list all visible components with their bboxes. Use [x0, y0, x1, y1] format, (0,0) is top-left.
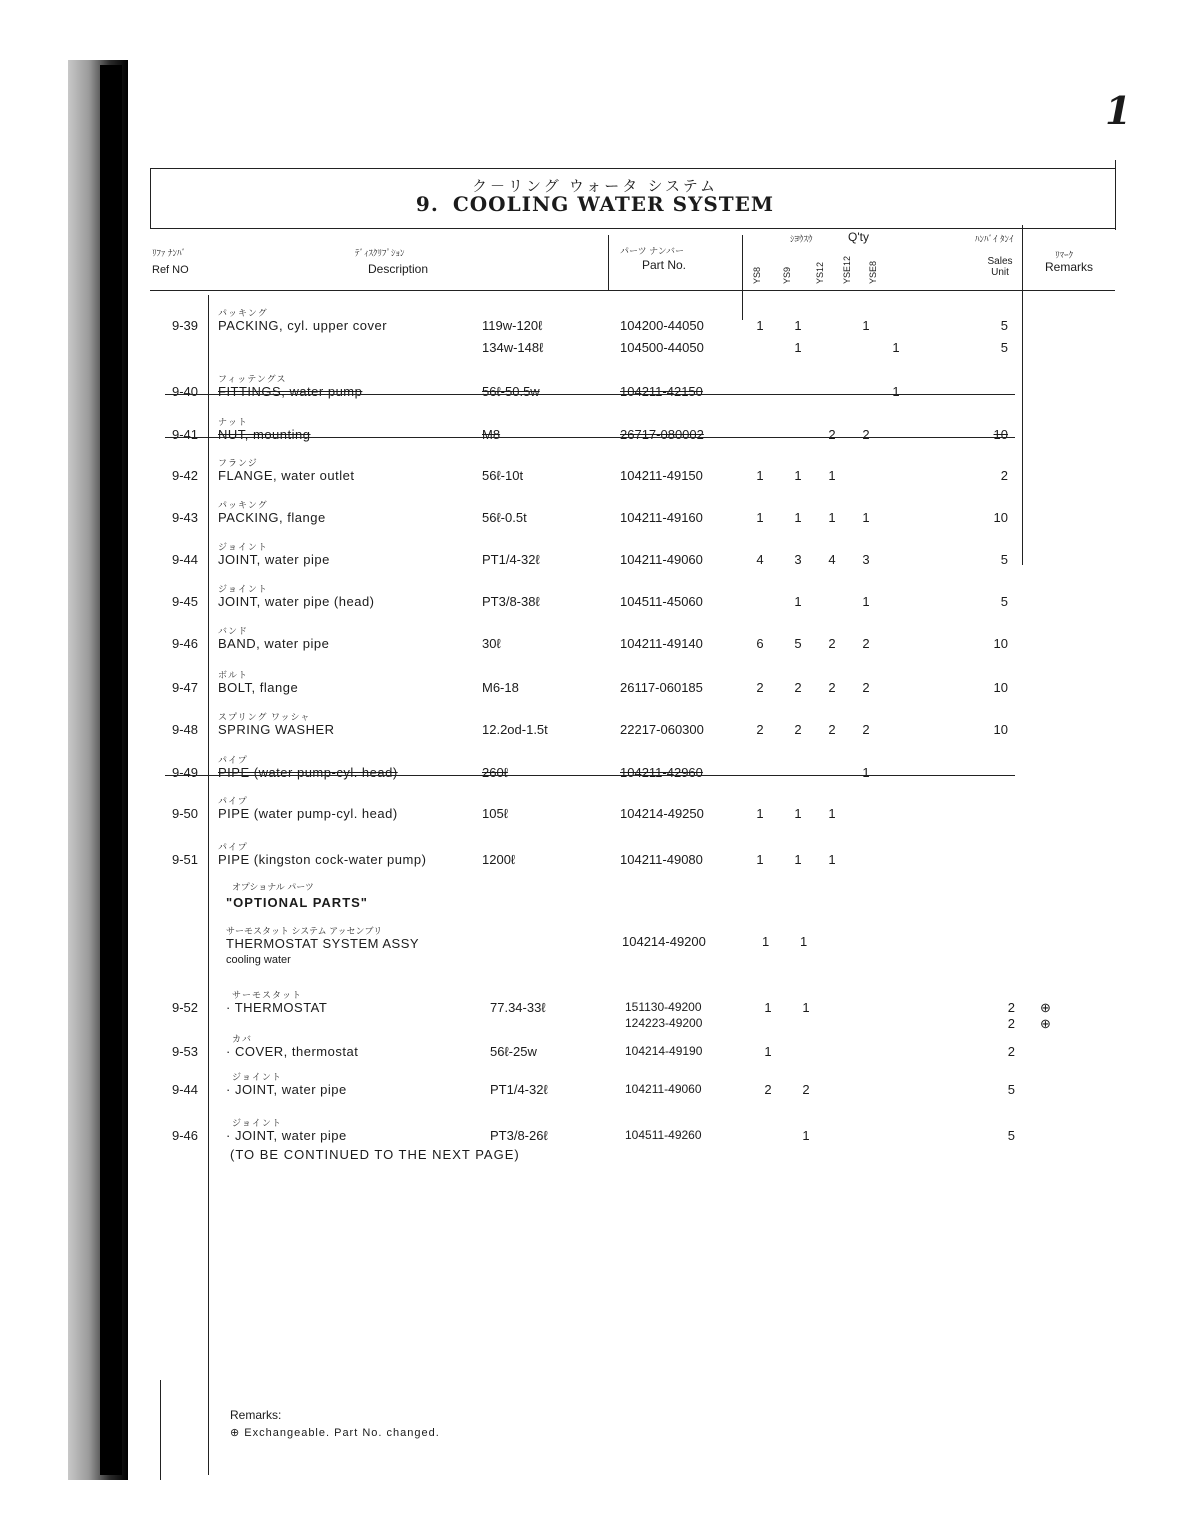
- qty-cell: 2: [828, 722, 836, 737]
- qty-cell: 1: [794, 340, 802, 355]
- qty-cell: 1: [794, 318, 802, 333]
- optional-parts-jp: オプショナル パーツ: [232, 882, 314, 892]
- part-no: 104214-49250: [620, 806, 704, 821]
- optional-row: [0, 1034, 1190, 1064]
- desc-jp: フランジ: [218, 458, 258, 468]
- table-row: [0, 584, 1190, 614]
- qty-column-line: [742, 235, 743, 320]
- part-no: 104211-42960: [620, 765, 703, 780]
- qty-cell: 1: [862, 765, 870, 780]
- desc-jp: ジョイント: [218, 542, 268, 552]
- desc-jp: パイプ: [218, 755, 248, 765]
- strike-line: [165, 394, 1015, 395]
- desc-jp: サーモスタット: [232, 990, 303, 1000]
- ref-no: 9-52: [171, 1000, 198, 1015]
- qty-cell: 1: [828, 852, 836, 867]
- ref-no: 9-42: [171, 468, 198, 483]
- qty-cell: 1: [794, 806, 802, 821]
- assy-subtitle: cooling water: [226, 954, 291, 966]
- ref-no: 9-39: [171, 318, 198, 333]
- sales-unit: 5: [1000, 552, 1008, 567]
- table-row: [0, 755, 1190, 785]
- description: · THERMOSTAT: [226, 1000, 328, 1015]
- part-no: 151130-49200: [625, 1000, 702, 1014]
- qty-cell: 4: [828, 552, 836, 567]
- optional-row: [0, 1118, 1190, 1148]
- qty-cell: 2: [828, 636, 836, 651]
- qty-cell: 5: [794, 636, 802, 651]
- qty-cell: 2: [828, 680, 836, 695]
- qty-cell: 4: [756, 552, 764, 567]
- sales-unit: 2: [1007, 1044, 1015, 1059]
- frame-left-lower-line: [160, 1380, 161, 1480]
- header-ref-jp: ﾘﾌｧ ﾅﾝﾊﾞ: [152, 248, 187, 258]
- part-no: 104211-49080: [620, 852, 703, 867]
- qty-cell: 1: [802, 1128, 810, 1143]
- qty-cell: 1: [756, 852, 764, 867]
- part-no: 104211-49060: [620, 552, 703, 567]
- spec: 134w-148ℓ: [482, 340, 544, 355]
- part-no-2: 124223-49200: [625, 1016, 703, 1030]
- table-row: [0, 670, 1190, 700]
- part-no: 104211-49140: [620, 636, 703, 651]
- desc-jp: スプリング ワッシャ: [218, 712, 311, 722]
- model-header: YS9: [782, 266, 792, 284]
- page-title: [0, 192, 1190, 216]
- remark-mark-2: ⊕: [1040, 1016, 1051, 1031]
- sales-unit: 10: [993, 722, 1008, 737]
- sales-unit: 2: [1000, 468, 1008, 483]
- qty-cell: 1: [794, 594, 802, 609]
- ref-no: 9-44: [171, 1082, 198, 1097]
- qty-cell: 2: [756, 722, 764, 737]
- qty-cell: 2: [862, 427, 870, 442]
- desc-jp: ナット: [218, 417, 248, 427]
- header-ref-no: Ref NO: [152, 264, 189, 276]
- qty-cell: 3: [794, 552, 802, 567]
- qty-cell: 1: [794, 510, 802, 525]
- title-divider: [150, 228, 1115, 229]
- ref-no: 9-46: [171, 636, 198, 651]
- sales-unit: 5: [1000, 318, 1008, 333]
- strike-line: [165, 437, 1015, 438]
- qty-cell: 1: [892, 340, 900, 355]
- remarks-footer-note: ⊕ Exchangeable. Part No. changed.: [230, 1427, 440, 1439]
- ref-no: 9-47: [171, 680, 198, 695]
- qty-cell: 1: [862, 510, 870, 525]
- qty-cell: 2: [794, 722, 802, 737]
- ref-no: 9-45: [171, 594, 198, 609]
- qty-cell: 2: [828, 427, 836, 442]
- qty-cell: 2: [862, 722, 870, 737]
- qty-cell: 1: [828, 510, 836, 525]
- assy-part-no: 104214-49200: [622, 934, 706, 949]
- sales-unit: 5: [1007, 1128, 1015, 1143]
- header-remarks: Remarks: [1045, 260, 1094, 274]
- qty-cell: 1: [756, 318, 764, 333]
- sales-unit: 5: [1007, 1082, 1015, 1097]
- qty-cell: 1: [764, 1000, 772, 1015]
- qty-cell: 1: [756, 806, 764, 821]
- description: FLANGE, water outlet: [218, 468, 355, 483]
- spec: PT3/8-38ℓ: [482, 594, 540, 609]
- header-part-jp: パーツ ナンバー: [620, 246, 685, 256]
- header-desc-jp: ﾃﾞｨｽｸﾘﾌﾟｼｮﾝ: [355, 248, 405, 258]
- sales-unit: 10: [993, 427, 1008, 442]
- description: NUT, mounting: [218, 427, 311, 442]
- qty-cell: 2: [756, 680, 764, 695]
- continued-note: (TO BE CONTINUED TO THE NEXT PAGE): [230, 1147, 520, 1162]
- description: BAND, water pipe: [218, 636, 330, 651]
- header-qty: Q'ty: [848, 230, 869, 244]
- desc-jp: フィッテングス: [218, 374, 287, 384]
- spec: 56ℓ-10t: [482, 468, 524, 483]
- sales-unit: 2: [1007, 1000, 1015, 1015]
- table-row: [0, 626, 1190, 656]
- description: · JOINT, water pipe: [226, 1082, 347, 1097]
- header-description: Description: [368, 262, 429, 276]
- description: · JOINT, water pipe: [226, 1128, 347, 1143]
- ref-no: 9-49: [171, 765, 198, 780]
- ref-no: 9-53: [171, 1044, 198, 1059]
- spec: 119w-120ℓ: [482, 318, 543, 333]
- qty-cell: 2: [862, 636, 870, 651]
- sales-unit: 5: [1000, 340, 1008, 355]
- title-japanese: ク－リング ウォータ システム: [472, 178, 718, 195]
- desc-jp: パッキング: [218, 308, 268, 318]
- table-row: [0, 308, 1190, 338]
- qty-cell: 1: [794, 468, 802, 483]
- spec: 56ℓ-0.5t: [482, 510, 527, 525]
- table-row: [0, 500, 1190, 530]
- part-column-line: [608, 235, 609, 290]
- part-no: 104500-44050: [620, 340, 704, 355]
- table-row: [0, 417, 1190, 447]
- desc-jp: ジョイント: [232, 1118, 282, 1128]
- description: PACKING, flange: [218, 510, 326, 525]
- qty-cell: 1: [828, 806, 836, 821]
- spec: 1200ℓ: [482, 852, 516, 867]
- part-no: 104211-49160: [620, 510, 703, 525]
- header-qty-jp: ｼﾖｳｽｳ: [790, 234, 813, 244]
- section-title: COOLING WATER SYSTEM: [452, 192, 775, 216]
- part-no: 26117-060185: [620, 680, 703, 695]
- ref-no: 9-44: [171, 552, 198, 567]
- spec: 12.2od-1.5t: [482, 722, 548, 737]
- qty-cell: 1: [892, 384, 900, 399]
- desc-jp: パイプ: [218, 796, 248, 806]
- remark-mark: ⊕: [1040, 1000, 1051, 1015]
- section-number: 9.: [415, 192, 439, 216]
- assy-qty-ys9: 1: [800, 934, 808, 949]
- table-row: [0, 842, 1190, 872]
- sales-unit: 10: [993, 510, 1008, 525]
- table-row: [0, 542, 1190, 572]
- model-header: YSE12: [842, 255, 852, 284]
- spec: 56ℓ-25w: [490, 1044, 537, 1059]
- qty-cell: 2: [802, 1082, 810, 1097]
- spec: 30ℓ: [482, 636, 501, 651]
- qty-cell: 2: [764, 1082, 772, 1097]
- desc-jp: パッキング: [218, 500, 268, 510]
- description: PIPE (water pump-cyl. head): [218, 765, 398, 780]
- qty-cell: 2: [862, 680, 870, 695]
- sales-unit: 10: [993, 680, 1008, 695]
- qty-cell: 1: [764, 1044, 772, 1059]
- assy-description: THERMOSTAT SYSTEM ASSY: [226, 936, 420, 951]
- description: JOINT, water pipe (head): [218, 594, 375, 609]
- spec: 77.34-33ℓ: [490, 1000, 546, 1015]
- spec: 260ℓ: [482, 765, 508, 780]
- spec: M6-18: [482, 680, 519, 695]
- spec: PT3/8-26ℓ: [490, 1128, 548, 1143]
- description: PIPE (water pump-cyl. head): [218, 806, 398, 821]
- qty-cell: 1: [802, 1000, 810, 1015]
- frame-top-line: [150, 168, 1115, 169]
- qty-cell: 6: [756, 636, 764, 651]
- model-header: YSE8: [868, 260, 878, 284]
- part-no: 104511-49260: [625, 1128, 702, 1142]
- optional-row: [0, 990, 1190, 1031]
- sales-unit: 5: [1000, 594, 1008, 609]
- qty-cell: 2: [794, 680, 802, 695]
- table-row: [0, 796, 1190, 826]
- part-no: 104200-44050: [620, 318, 704, 333]
- description: FITTINGS, water pump: [218, 384, 363, 399]
- header-remarks-jp: ﾘﾏｰｸ: [1055, 250, 1074, 260]
- header-sales-jp: ﾊﾝﾊﾞｲ ﾀﾝｲ: [975, 234, 1014, 244]
- ref-no: 9-50: [171, 806, 198, 821]
- spec: PT1/4-32ℓ: [490, 1082, 548, 1097]
- qty-cell: 3: [862, 552, 870, 567]
- ref-no: 9-43: [171, 510, 198, 525]
- qty-cell: 1: [862, 318, 870, 333]
- strike-line: [165, 775, 1015, 776]
- page-corner-mark: 1: [1105, 88, 1132, 133]
- desc-jp: ジョイント: [232, 1072, 282, 1082]
- header-divider: [150, 290, 1115, 291]
- description: JOINT, water pipe: [218, 552, 330, 567]
- part-no: 104211-49150: [620, 468, 703, 483]
- qty-cell: 1: [756, 510, 764, 525]
- spec: 105ℓ: [482, 806, 508, 821]
- desc-jp: パイプ: [218, 842, 248, 852]
- part-no: 26717-080002: [620, 427, 704, 442]
- sales-unit: 10: [993, 636, 1008, 651]
- model-header: YS8: [752, 266, 762, 284]
- part-no: 104511-45060: [620, 594, 703, 609]
- table-row: [0, 374, 1190, 404]
- part-no: 104211-49060: [625, 1082, 702, 1096]
- ref-no: 9-48: [171, 722, 198, 737]
- optional-parts-label: "OPTIONAL PARTS": [226, 895, 368, 910]
- table-row: [0, 340, 1190, 360]
- description: · COVER, thermostat: [226, 1044, 359, 1059]
- desc-jp: バンド: [218, 626, 249, 636]
- qty-cell: 1: [794, 852, 802, 867]
- model-header: YS12: [815, 261, 825, 284]
- part-no: 104211-42150: [620, 384, 703, 399]
- table-row: [0, 712, 1190, 742]
- description: PACKING, cyl. upper cover: [218, 318, 388, 333]
- desc-jp: ボルト: [218, 670, 249, 680]
- ref-no: 9-41: [171, 427, 198, 442]
- ref-no: 9-40: [171, 384, 198, 399]
- qty-cell: 1: [756, 468, 764, 483]
- part-no: 22217-060300: [620, 722, 704, 737]
- header-part-no: Part No.: [642, 258, 687, 272]
- description: SPRING WASHER: [218, 722, 335, 737]
- spec: 56ℓ-50.5w: [482, 384, 540, 399]
- table-row: [0, 458, 1190, 488]
- assy-qty-ys8: 1: [762, 934, 770, 949]
- qty-cell: 1: [828, 468, 836, 483]
- ref-no: 9-46: [171, 1128, 198, 1143]
- spec: PT1/4-32ℓ: [482, 552, 540, 567]
- desc-jp: ジョイント: [218, 584, 268, 594]
- header-sales-unit: Sales Unit: [987, 256, 1013, 278]
- desc-jp: カバ: [232, 1034, 253, 1044]
- optional-row: [0, 1072, 1190, 1102]
- description: PIPE (kingston cock-water pump): [218, 852, 427, 867]
- assy-jp: サーモスタット システム アッセンブリ: [226, 926, 383, 936]
- part-no: 104214-49190: [625, 1044, 703, 1058]
- ref-no: 9-51: [171, 852, 198, 867]
- spec: M8: [482, 427, 501, 442]
- remarks-footer-label: Remarks:: [230, 1408, 282, 1422]
- sales-unit-2: 2: [1007, 1016, 1015, 1031]
- description: BOLT, flange: [218, 680, 299, 695]
- qty-cell: 1: [862, 594, 870, 609]
